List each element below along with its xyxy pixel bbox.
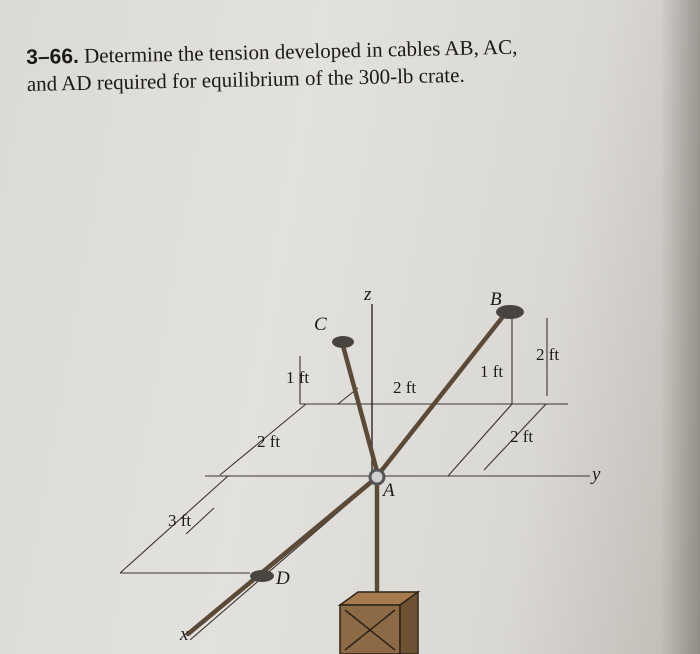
label-b: B xyxy=(490,289,502,310)
label-z-axis: z xyxy=(364,284,372,305)
label-1ft-b: 1 ft xyxy=(480,362,504,381)
label-x-axis: x xyxy=(180,624,189,645)
label-2ft-z: 2 ft xyxy=(393,378,417,397)
construction-lines xyxy=(120,312,590,640)
label-2ft-b-floor: 2 ft xyxy=(510,427,534,446)
label-2ft-b-vert: 2 ft xyxy=(536,345,560,364)
crate xyxy=(340,592,418,654)
label-d: D xyxy=(276,568,290,589)
label-y-axis: y xyxy=(592,464,601,485)
problem-text-1: Determine the tension developed in cables AB, AC, xyxy=(83,34,518,68)
label-a: A xyxy=(383,480,395,501)
problem-number: 3–66. xyxy=(26,44,80,69)
problem-text-2: and AD required for equilibrium of the 300-lb crate. xyxy=(26,62,465,96)
cables xyxy=(188,314,505,634)
floor-line-b1 xyxy=(448,404,512,476)
anchor-d xyxy=(250,570,274,582)
label-c: C xyxy=(314,314,327,335)
anchors xyxy=(250,305,524,582)
label-2ft-mid: 2 ft xyxy=(257,432,281,451)
label-3ft: 3 ft xyxy=(168,511,192,530)
label-1ft-c: 1 ft xyxy=(286,368,310,387)
ring-a xyxy=(370,470,384,484)
anchor-c xyxy=(332,336,354,348)
